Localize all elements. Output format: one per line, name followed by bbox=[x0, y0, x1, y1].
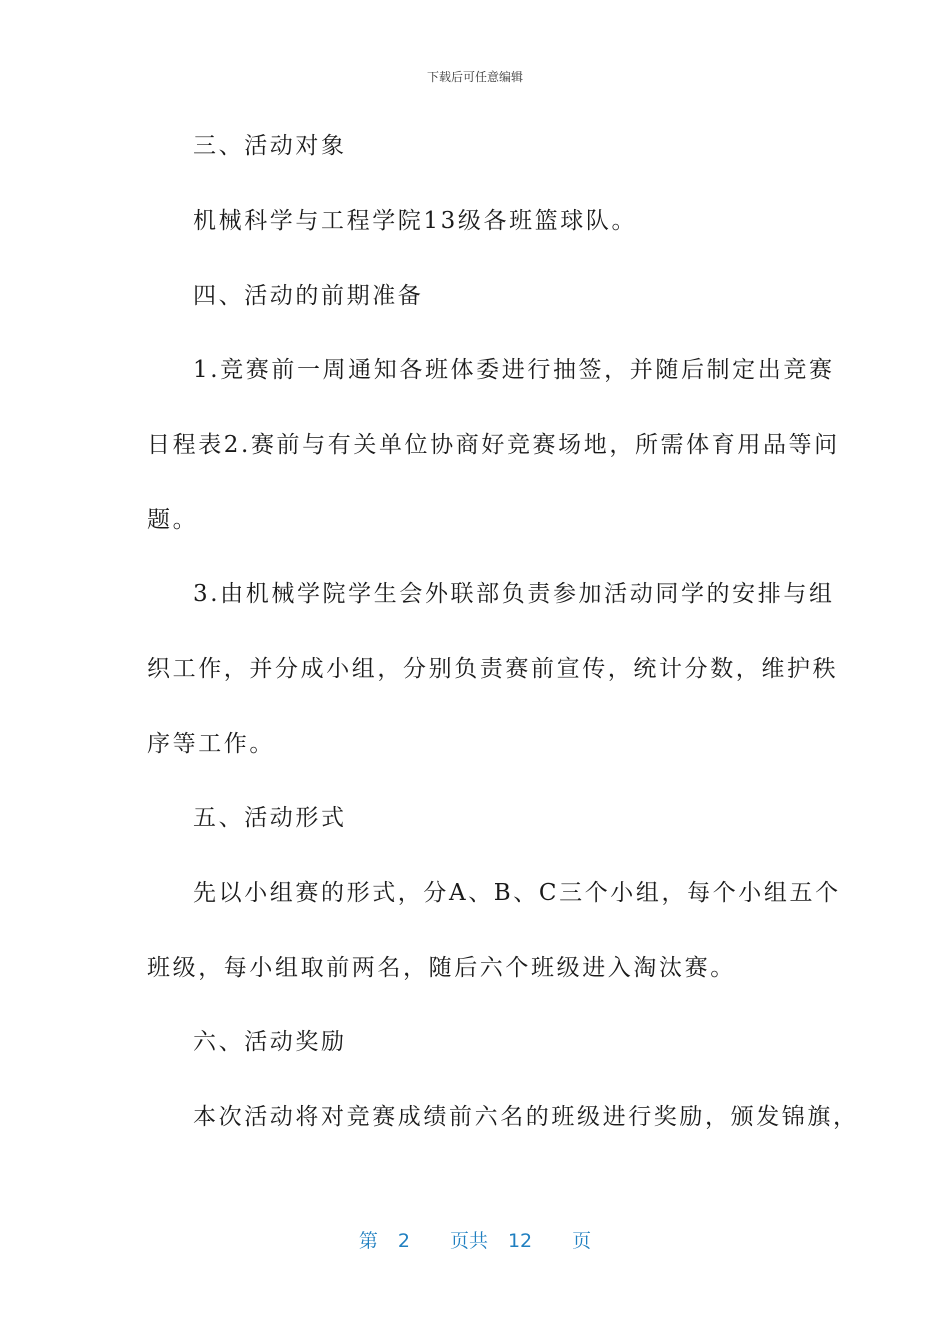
section-heading-3: 三、活动对象 bbox=[193, 133, 347, 159]
section-heading-5: 五、活动形式 bbox=[193, 805, 347, 831]
footer-current-page: 2 bbox=[397, 1230, 410, 1252]
footer-suffix: 页 bbox=[572, 1230, 592, 1252]
paragraph-line: 日程表2.赛前与有关单位协商好竞赛场地，所需体育用品等问 bbox=[147, 432, 840, 458]
paragraph-line: 题。 bbox=[147, 507, 199, 533]
paragraph-line: 班级，每小组取前两名，随后六个班级进入淘汰赛。 bbox=[147, 955, 736, 981]
page-footer bbox=[0, 1226, 950, 1253]
paragraph-line: 本次活动将对竞赛成绩前六名的班级进行奖励，颁发锦旗， bbox=[193, 1104, 859, 1130]
paragraph-line: 织工作，并分成小组，分别负责赛前宣传，统计分数，维护秩 bbox=[147, 656, 839, 682]
paragraph-line: 先以小组赛的形式，分A、B、C三个小组，每个小组五个 bbox=[193, 880, 841, 906]
footer-middle: 页共 bbox=[449, 1230, 488, 1252]
section-heading-6: 六、活动奖励 bbox=[193, 1029, 347, 1055]
paragraph-line: 序等工作。 bbox=[147, 731, 275, 757]
footer-prefix: 第 bbox=[358, 1230, 378, 1252]
paragraph-line: 机械科学与工程学院13级各班篮球队。 bbox=[193, 208, 638, 234]
header-note: 下载后可任意编辑 bbox=[426, 70, 523, 84]
paragraph-line: 3.由机械学院学生会外联部负责参加活动同学的安排与组 bbox=[193, 581, 835, 607]
section-heading-4: 四、活动的前期准备 bbox=[193, 283, 424, 309]
paragraph-line: 1.竞赛前一周通知各班体委进行抽签，并随后制定出竞赛 bbox=[193, 357, 835, 383]
footer-total-pages: 12 bbox=[507, 1230, 533, 1252]
